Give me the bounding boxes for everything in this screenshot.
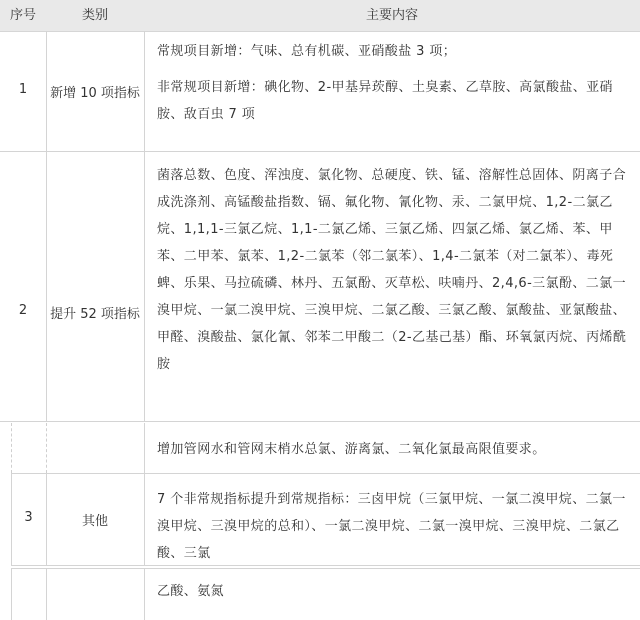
header-category: 类别: [81, 8, 108, 23]
grid-dash: [11, 423, 12, 473]
grid-dash: [46, 423, 47, 473]
grid-vline: [144, 473, 145, 565]
row-2-content-line: 菌落总数、色度、浑浊度、氯化物、总硬度、铁、锰、溶解性总固体、阴离子合成洗涤剂、高锰酸盐指数、镉、氟化物、氰化物、汞、二氯甲烷、1,2-二氯乙烷、1,1,1-三氯乙烷、1,1-二氯乙烯、三氯乙烯、四氯乙烯、氯乙烯、苯、甲苯、二甲苯、氯苯、1,2-二氯苯（邻二氯苯）、1,4-二氯苯（对二氯苯）、毒死蜱、乐果、马拉硫磷、林丹、五氯酚、灭草松、呋喃丹、2,4,6-三氯酚、二氯一溴甲烷、一氯二溴甲烷、三溴甲烷、二氯乙酸、三氯乙酸、氯酸盐、亚氯酸盐、甲醛、溴酸盐、氯化氰、邻苯二甲酸二（2-乙基己基）酯、环氧氯丙烷、丙烯酰胺: [157, 168, 627, 372]
grid-vline: [144, 423, 145, 473]
row-3-index: 3: [24, 510, 33, 525]
row-2-index: 2: [18, 303, 28, 318]
grid-vline: [144, 151, 145, 421]
row-1-content-line: 常规项目新增：气味、总有机碳、亚硝酸盐 3 项；: [157, 44, 457, 59]
row-1-category: 新增 10 项指标: [50, 86, 140, 101]
row-3b-content-line: 乙酸、氨氮: [157, 584, 225, 599]
header-content: 主要内容: [365, 8, 418, 23]
row-2-content: [157, 162, 627, 378]
grid-vline: [144, 31, 145, 151]
grid-hline: [11, 473, 640, 474]
header-index: 序号: [9, 8, 36, 23]
grid-vline: [11, 568, 12, 620]
row-1-content: [157, 38, 627, 128]
row-2b-content: [157, 436, 627, 463]
row-3b-content: [157, 578, 627, 605]
table-header: [0, 0, 640, 32]
grid-vline: [144, 568, 145, 620]
grid-hline: [0, 421, 640, 422]
grid-vline: [46, 151, 47, 421]
row-3-category: 其他: [81, 514, 108, 529]
row-1-index: 1: [18, 82, 28, 97]
row-1-content-line: 非常规项目新增：碘化物、2-甲基异莰醇、土臭素、乙草胺、高氯酸盐、亚硝胺、敌百虫 7 项: [157, 80, 613, 122]
grid-hline: [11, 568, 640, 569]
row-2-category: 提升 52 项指标: [50, 307, 140, 322]
row-3-content-line: 7 个非常规指标提升到常规指标：三卤甲烷（三氯甲烷、一氯二溴甲烷、二氯一溴甲烷、三溴甲烷的总和）、一氯二溴甲烷、二氯一溴甲烷、三溴甲烷、二氯乙酸、三氯: [157, 492, 626, 561]
row-3-content: [157, 486, 627, 567]
grid-hline: [0, 151, 640, 152]
grid-vline: [46, 568, 47, 620]
row-2b-content-line: 增加管网水和管网末梢水总氯、游离氯、二氧化氯最高限值要求。: [157, 442, 546, 457]
